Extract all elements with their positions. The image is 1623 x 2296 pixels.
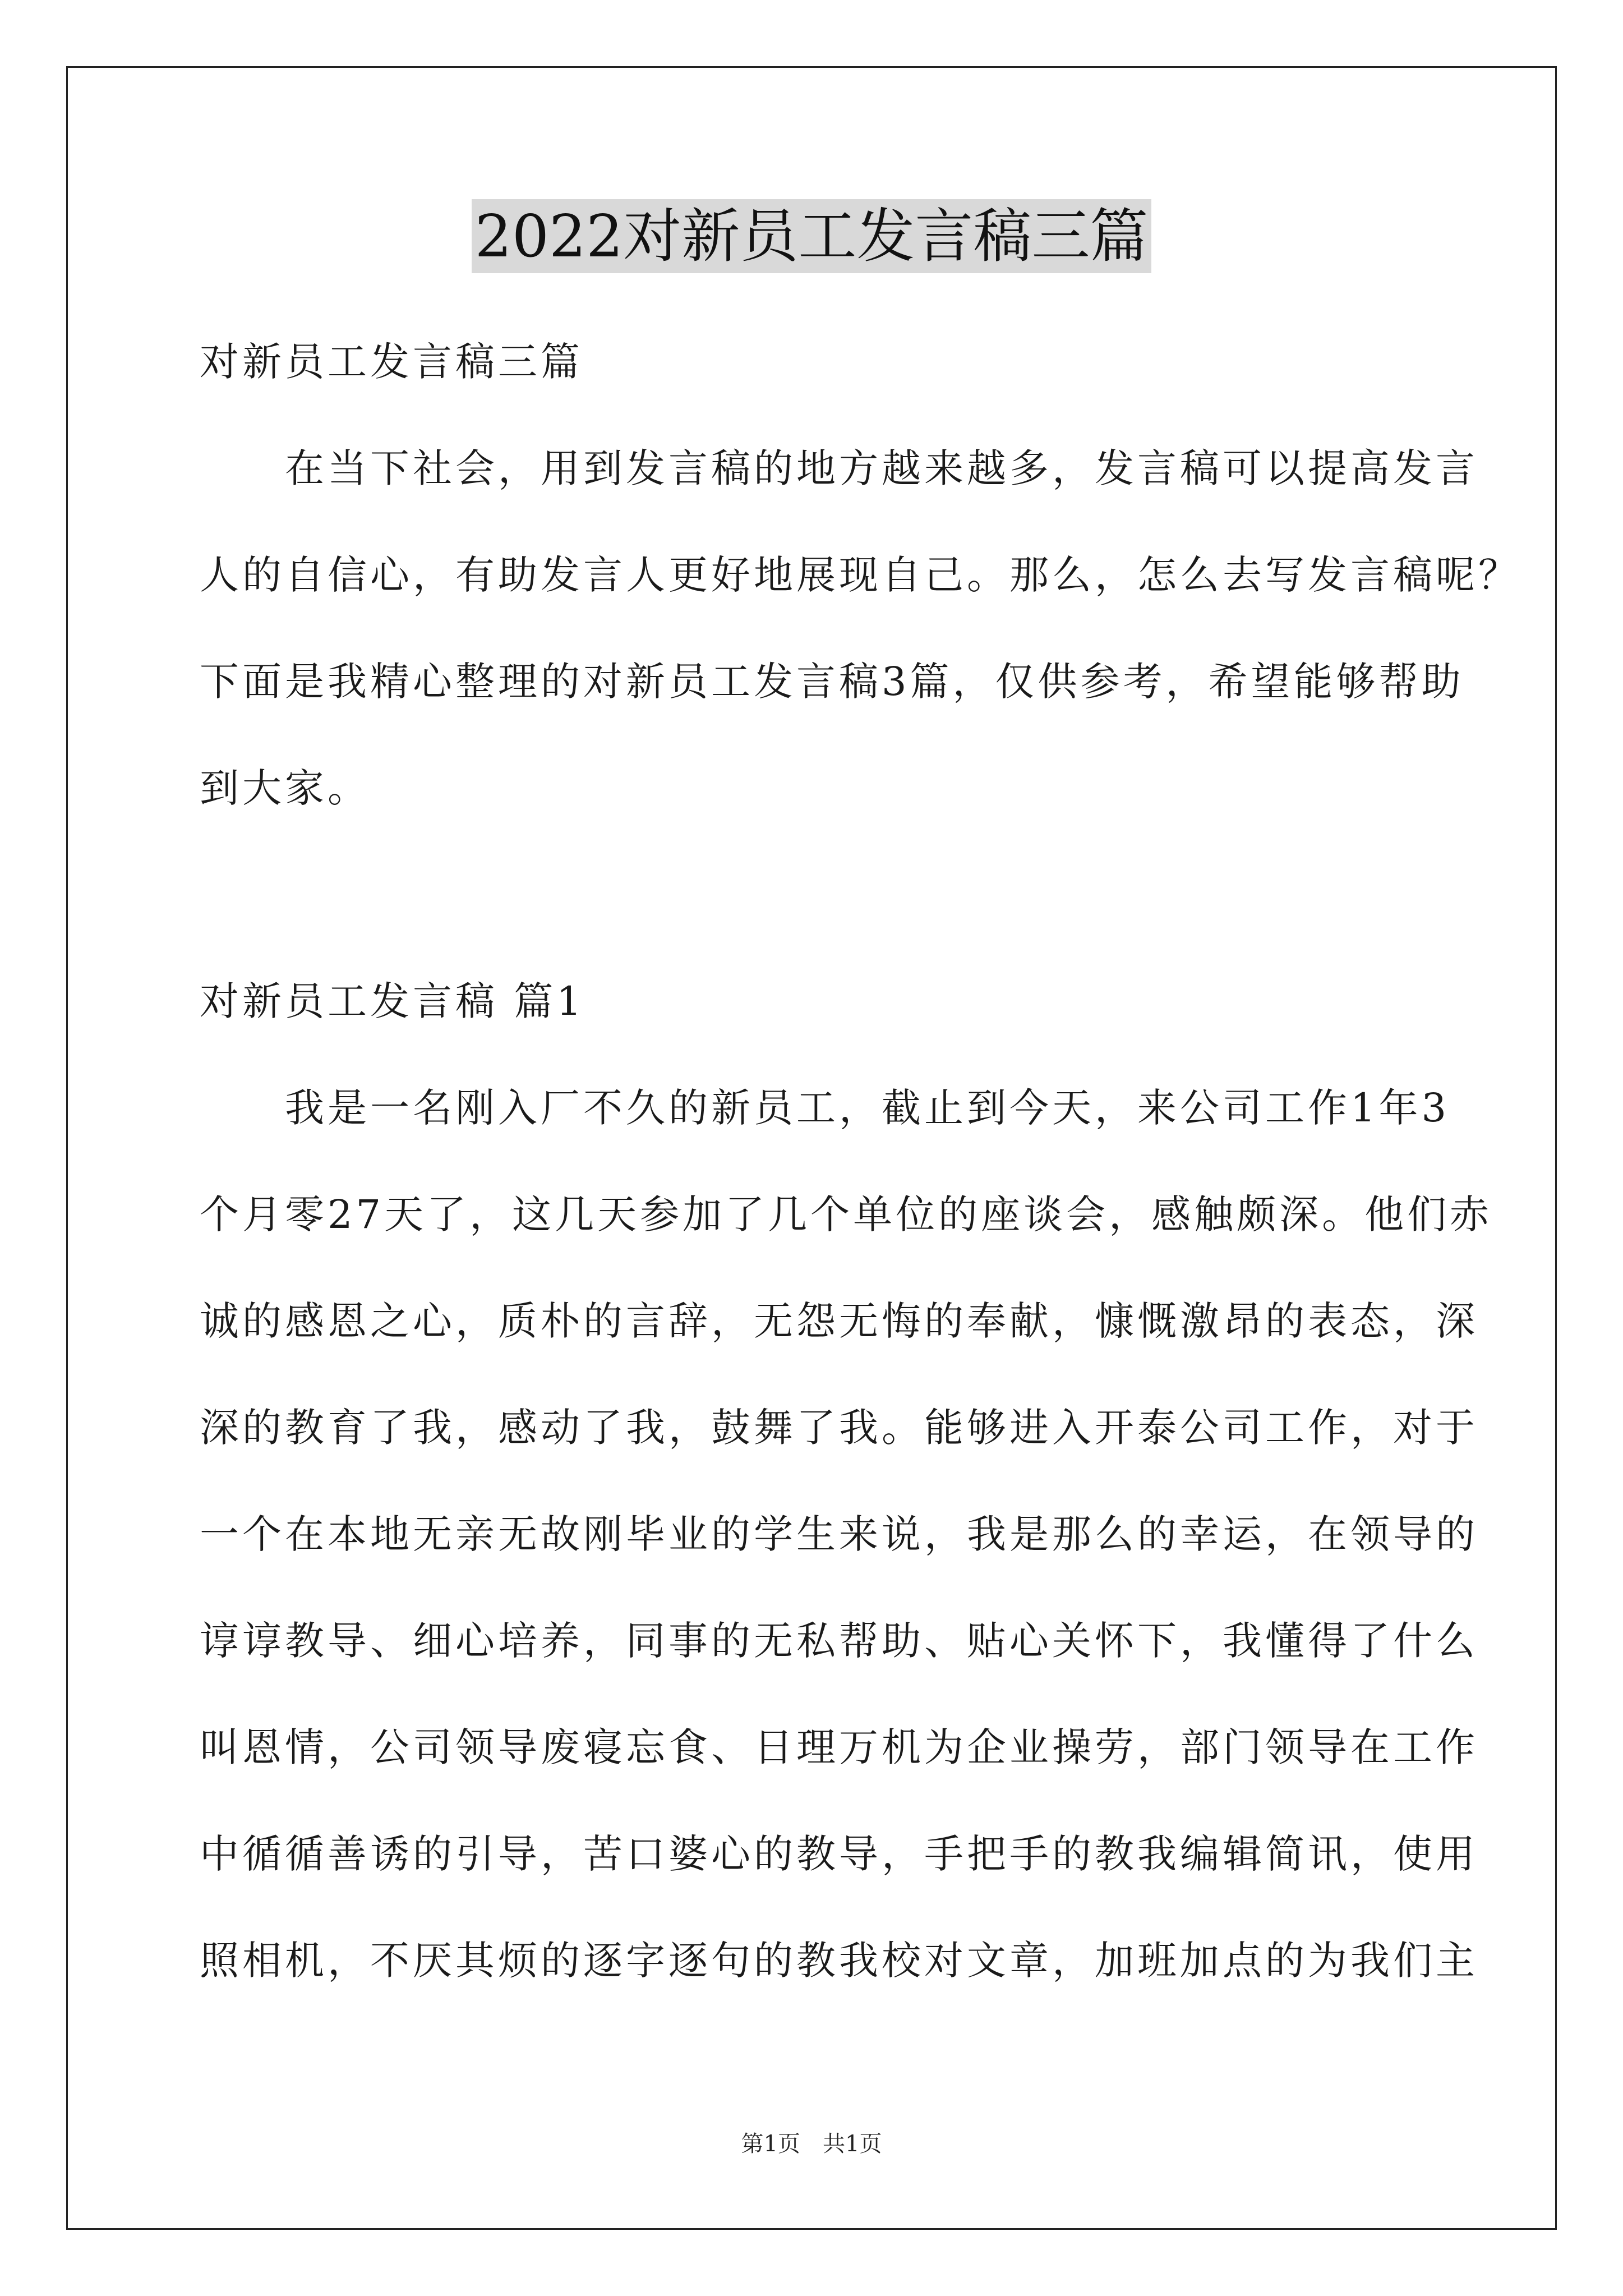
paragraph-line: 个月零27天了，这几天参加了几个单位的座谈会，感触颇深。他们赤	[200, 1191, 1493, 1237]
paragraph-line: 一个在本地无亲无故刚毕业的学生来说，我是那么的幸运，在领导的	[200, 1511, 1478, 1557]
paragraph-line: 深的教育了我，感动了我，鼓舞了我。能够进入开泰公司工作，对于	[200, 1405, 1478, 1451]
document-body	[200, 309, 1521, 2014]
title-container	[0, 199, 1623, 273]
blank-line	[200, 841, 1433, 948]
paragraph-line: 叫恩情，公司领导废寝忘食、日理万机为企业操劳，部门领导在工作	[200, 1724, 1478, 1770]
subtitle-line: 对新员工发言稿三篇	[200, 339, 583, 385]
page-footer: 第1页 共1页	[741, 2131, 882, 2157]
paragraph-line: 到大家。	[200, 765, 370, 811]
paragraph-line: 诚的感恩之心，质朴的言辞，无怨无悔的奉献，慷慨激昂的表态，深	[200, 1298, 1478, 1344]
document-title: 2022对新员工发言稿三篇	[472, 199, 1152, 273]
paragraph-line: 在当下社会，用到发言稿的地方越来越多，发言稿可以提高发言	[200, 445, 1478, 491]
paragraph-line: 照相机，不厌其烦的逐字逐句的教我校对文章，加班加点的为我们主	[200, 1938, 1478, 1984]
paragraph-line: 中循循善诱的引导，苦口婆心的教导，手把手的教我编辑简讯，使用	[200, 1831, 1478, 1877]
paragraph-line: 我是一名刚入厂不久的新员工，截止到今天，来公司工作1年3	[200, 1085, 1450, 1131]
paragraph-line: 谆谆教导、细心培养，同事的无私帮助、贴心关怀下，我懂得了什么	[200, 1618, 1478, 1664]
paragraph-line: 下面是我精心整理的对新员工发言稿3篇，仅供参考，希望能够帮助	[200, 659, 1464, 705]
paragraph-line: 人的自信心，有助发言人更好地展现自己。那么，怎么去写发言稿呢？	[200, 552, 1521, 598]
section-heading: 对新员工发言稿 篇1	[200, 978, 585, 1024]
